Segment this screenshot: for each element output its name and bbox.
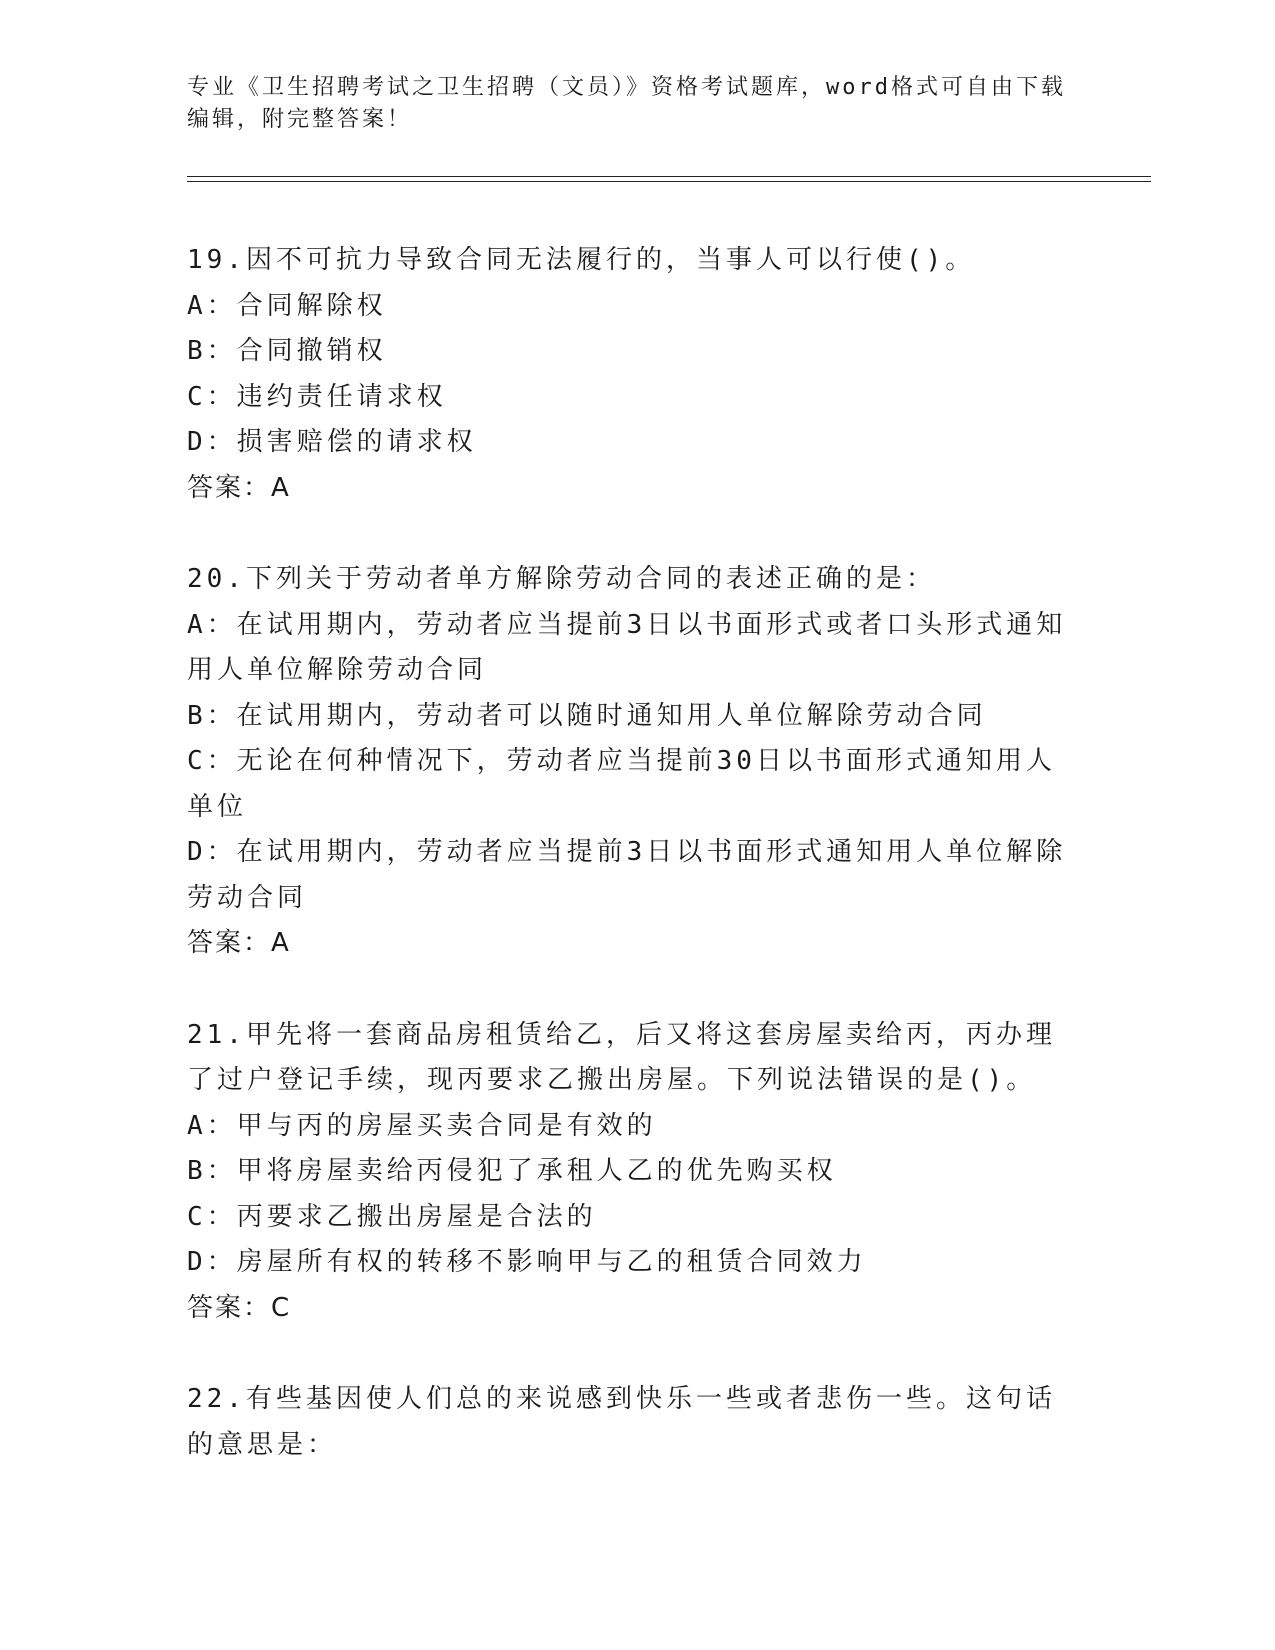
- header-divider-bottom: [187, 181, 1151, 182]
- question-stem: 19.因不可抗力导致合同无法履行的，当事人可以行使()。: [187, 245, 976, 275]
- header-divider-top: [187, 176, 1151, 177]
- question-20: [187, 557, 1067, 967]
- document-header: 专业《卫生招聘考试之卫生招聘（文员）》资格考试题库，word格式可自由下载编辑，附完整答案！: [187, 75, 1066, 132]
- option-a: A：合同解除权: [187, 290, 387, 321]
- option-d: D：损害赔偿的请求权: [187, 427, 477, 457]
- option-c: C：丙要求乙搬出房屋是合法的: [187, 1201, 597, 1232]
- option-a: A：在试用期内，劳动者应当提前3日以书面形式或者口头形式通知用人单位解除劳动合同: [187, 609, 1067, 685]
- option-d: D：房屋所有权的转移不影响甲与乙的租赁合同效力: [187, 1247, 867, 1277]
- question-stem: 22.有些基因使人们总的来说感到快乐一些或者悲伤一些。这句话的意思是：: [187, 1384, 1056, 1460]
- question-list: [187, 238, 1067, 1514]
- answer-label: 答案：A: [187, 472, 291, 503]
- option-b: B：合同撤销权: [187, 336, 387, 366]
- option-b: B：在试用期内，劳动者可以随时通知用人单位解除劳动合同: [187, 700, 987, 731]
- option-a: A：甲与丙的房屋买卖合同是有效的: [187, 1110, 657, 1141]
- option-c: C：无论在何种情况下，劳动者应当提前30日以书面形式通知用人单位: [187, 746, 1056, 822]
- question-21: [187, 1013, 1067, 1332]
- option-b: B：甲将房屋卖给丙侵犯了承租人乙的优先购买权: [187, 1156, 837, 1186]
- option-c: C：违约责任请求权: [187, 381, 447, 412]
- answer-label: 答案：A: [187, 928, 291, 958]
- question-19: [187, 238, 1067, 511]
- question-stem: 21.甲先将一套商品房租赁给乙，后又将这套房屋卖给丙，丙办理了过户登记手续，现丙要求乙搬出房屋。下列说法错误的是()。: [187, 1019, 1056, 1095]
- option-d: D：在试用期内，劳动者应当提前3日以书面形式通知用人单位解除劳动合同: [187, 837, 1067, 913]
- question-22: [187, 1377, 1067, 1468]
- question-stem: 20.下列关于劳动者单方解除劳动合同的表述正确的是：: [187, 564, 936, 594]
- answer-label: 答案：C: [187, 1292, 292, 1323]
